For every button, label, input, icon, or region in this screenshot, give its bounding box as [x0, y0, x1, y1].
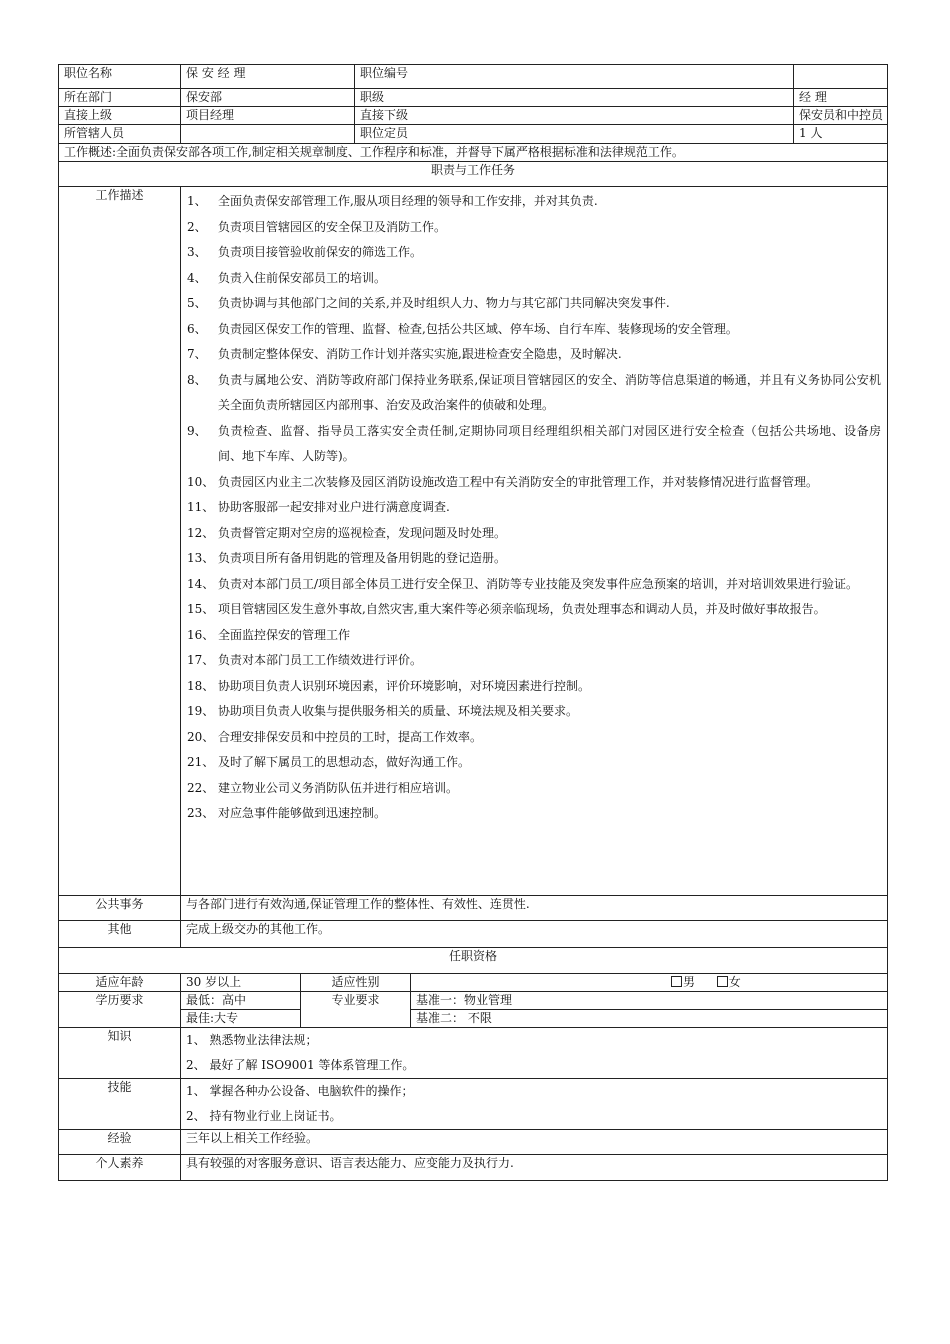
duty-number: 8、 — [187, 372, 207, 387]
duty-item — [187, 266, 881, 292]
managed-staff-label: 所管辖人员 — [59, 125, 181, 144]
duty-number: 11、 — [187, 500, 215, 514]
duty-number: 1、 — [187, 194, 207, 208]
gender-label: 适应性别 — [301, 974, 411, 992]
duty-number: 12、 — [187, 525, 215, 540]
job-overview: 工作概述:全面负责保安部各项工作,制定相关规章制度、工作程序和标准，并督导下属严格根据标准和法律规范工作。 — [59, 144, 888, 162]
duty-text: 负责园区内业主二次装修及园区消防设施改造工程中有关消防安全的审批管理工作，并对装修情况进行监督管理。 — [218, 474, 819, 489]
duty-item — [187, 521, 881, 547]
duty-number: 4、 — [187, 270, 207, 285]
duty-text: 负责入住前保安部员工的培训。 — [218, 270, 387, 285]
duty-number: 5、 — [187, 296, 207, 310]
education-min: 最低：高中 — [181, 992, 301, 1010]
duty-item — [187, 291, 881, 317]
male-checkbox[interactable] — [671, 976, 682, 987]
skills-item: 1、 掌握各种办公设备、电脑软件的操作； — [186, 1084, 414, 1098]
duty-item — [187, 623, 881, 649]
skills-label: 技能 — [59, 1079, 181, 1130]
duties-label: 工作描述 — [59, 187, 181, 896]
position-name-label: 职位名称 — [59, 65, 181, 89]
department-value: 保安部 — [181, 89, 355, 107]
duty-item — [187, 597, 881, 623]
position-name-value: 保 安 经 理 — [181, 65, 355, 89]
duty-item — [187, 495, 881, 521]
duty-number: 6、 — [187, 321, 207, 336]
skills-list — [181, 1079, 888, 1130]
experience-label: 经验 — [59, 1130, 181, 1155]
headcount-label: 职位定员 — [355, 125, 794, 144]
duty-number: 17、 — [187, 653, 215, 667]
duty-item — [187, 572, 881, 598]
duty-item — [187, 546, 881, 572]
duty-number: 16、 — [187, 627, 215, 642]
duty-number: 23、 — [187, 806, 215, 820]
duty-text: 建立物业公司义务消防队伍并进行相应培训。 — [218, 780, 459, 795]
direct-subordinate-value: 保安员和中控员 — [794, 107, 888, 125]
duty-item — [187, 725, 881, 751]
age-label: 适应年龄 — [59, 974, 181, 992]
duty-text: 负责对本部门员工/项目部全体员工进行安全保卫、消防等专业技能及突发事件应急预案的培训，并对培训效果进行验证。 — [218, 576, 859, 591]
skills-item: 2、 持有物业行业上岗证书。 — [186, 1109, 342, 1123]
duty-text: 负责与属地公安、消防等政府部门保持业务联系,保证项目管辖园区的安全、消防等信息渠道的畅通，并且有义务协同公安机关全面负责所辖园区内部刑事、治安及政治案件的侦破和处理。 — [218, 372, 882, 412]
gender-options — [411, 974, 888, 992]
duty-number: 3、 — [187, 245, 207, 259]
duty-text: 协助项目负责人识别环境因素，评价环境影响，对环境因素进行控制。 — [218, 678, 591, 693]
major-label: 专业要求 — [301, 992, 411, 1028]
duty-number: 18、 — [187, 678, 215, 693]
job-description-table — [58, 64, 888, 1181]
duty-text: 负责项目管辖园区的安全保卫及消防工作。 — [218, 219, 447, 234]
direct-supervisor-label: 直接上级 — [59, 107, 181, 125]
duty-item — [187, 215, 881, 241]
duty-number: 9、 — [187, 423, 207, 438]
job-level-value: 经 理 — [794, 89, 888, 107]
position-code-label: 职位编号 — [355, 65, 794, 89]
duty-text: 负责督管定期对空房的巡视检查，发现问题及时处理。 — [218, 525, 507, 540]
duty-item — [187, 699, 881, 725]
duty-number: 19、 — [187, 704, 215, 718]
duty-text: 协助客服部一起安排对业户进行满意度调查. — [218, 500, 450, 514]
duty-item — [187, 189, 881, 215]
duty-text: 负责园区保安工作的管理、监督、检查,包括公共区域、停车场、自行车库、装修现场的安全管理。 — [218, 321, 738, 336]
duty-item — [187, 776, 881, 802]
major-baseline-2: 基准二： 不限 — [411, 1010, 888, 1028]
duty-text: 负责制定整体保安、消防工作计划并落实实施,跟进检查安全隐患，及时解决. — [218, 347, 622, 361]
duty-number: 15、 — [187, 602, 215, 616]
other-value: 完成上级交办的其他工作。 — [181, 921, 888, 948]
duty-item — [187, 368, 881, 419]
knowledge-label: 知识 — [59, 1028, 181, 1079]
duty-number: 20、 — [187, 729, 215, 744]
duty-item — [187, 419, 881, 470]
duty-item — [187, 648, 881, 674]
duties-section-title: 职责与工作任务 — [59, 162, 888, 187]
duty-number: 7、 — [187, 347, 207, 361]
duty-text: 全面负责保安部管理工作,服从项目经理的领导和工作安排，并对其负责. — [218, 194, 598, 208]
duty-number: 13、 — [187, 551, 215, 565]
personal-qualities-value: 具有较强的对客服务意识、语言表达能力、应变能力及执行力. — [181, 1155, 888, 1181]
education-best: 最佳:大专 — [181, 1010, 301, 1028]
duty-text: 全面监控保安的管理工作 — [218, 627, 351, 642]
duty-text: 负责协调与其他部门之间的关系,并及时组织人力、物力与其它部门共同解决突发事件. — [218, 296, 670, 310]
knowledge-item: 2、 最好了解 ISO9001 等体系管理工作。 — [186, 1058, 415, 1072]
personal-qualities-label: 个人素养 — [59, 1155, 181, 1181]
duty-number: 21、 — [187, 755, 215, 769]
department-label: 所在部门 — [59, 89, 181, 107]
qualifications-title: 任职资格 — [59, 948, 888, 974]
knowledge-list — [181, 1028, 888, 1079]
duty-text: 协助项目负责人收集与提供服务相关的质量、环境法规及相关要求。 — [218, 704, 579, 718]
age-value: 30 岁以上 — [181, 974, 301, 992]
duties-list — [181, 187, 888, 896]
duty-text: 合理安排保安员和中控员的工时，提高工作效率。 — [218, 729, 483, 744]
duty-item — [187, 470, 881, 496]
education-label: 学历要求 — [59, 992, 181, 1028]
duty-text: 负责项目所有备用钥匙的管理及备用钥匙的登记造册。 — [218, 551, 507, 565]
major-baseline-1: 基准一：物业管理 — [411, 992, 888, 1010]
duty-item — [187, 674, 881, 700]
headcount-value: 1 人 — [794, 125, 888, 144]
duty-text: 负责对本部门员工工作绩效进行评价。 — [218, 653, 423, 667]
experience-value: 三年以上相关工作经验。 — [181, 1130, 888, 1155]
duty-number: 10、 — [187, 474, 215, 489]
public-affairs-label: 公共事务 — [59, 896, 181, 921]
duty-item — [187, 342, 881, 368]
male-label: 男 — [683, 975, 696, 989]
duty-text: 对应急事件能够做到迅速控制。 — [218, 806, 387, 820]
managed-staff-value — [181, 125, 355, 144]
public-affairs-value: 与各部门进行有效沟通,保证管理工作的整体性、有效性、连贯性. — [181, 896, 888, 921]
other-label: 其他 — [59, 921, 181, 948]
duty-item — [187, 317, 881, 343]
knowledge-item: 1、 熟悉物业法律法规； — [186, 1033, 318, 1047]
position-code-value — [794, 65, 888, 89]
female-checkbox[interactable] — [717, 976, 728, 987]
duty-number: 2、 — [187, 219, 207, 234]
direct-supervisor-value: 项目经理 — [181, 107, 355, 125]
job-level-label: 职级 — [355, 89, 794, 107]
female-label: 女 — [728, 975, 741, 989]
duty-number: 14、 — [187, 576, 215, 591]
duty-text: 负责项目接管验收前保安的筛选工作。 — [218, 245, 423, 259]
duty-item — [187, 750, 881, 776]
duty-item — [187, 240, 881, 266]
duty-text: 项目管辖园区发生意外事故,自然灾害,重大案件等必须亲临现场，负责处理事态和调动人员，并及时做好事故报告。 — [218, 602, 826, 616]
duty-text: 及时了解下属员工的思想动态，做好沟通工作。 — [218, 755, 471, 769]
direct-subordinate-label: 直接下级 — [355, 107, 794, 125]
duty-item — [187, 801, 881, 827]
duty-number: 22、 — [187, 780, 215, 795]
duty-text: 负责检查、监督、指导员工落实安全责任制,定期协同项目经理组织相关部门对园区进行安全检查（包括公共场地、设备房间、地下车库、人防等)。 — [218, 423, 882, 463]
